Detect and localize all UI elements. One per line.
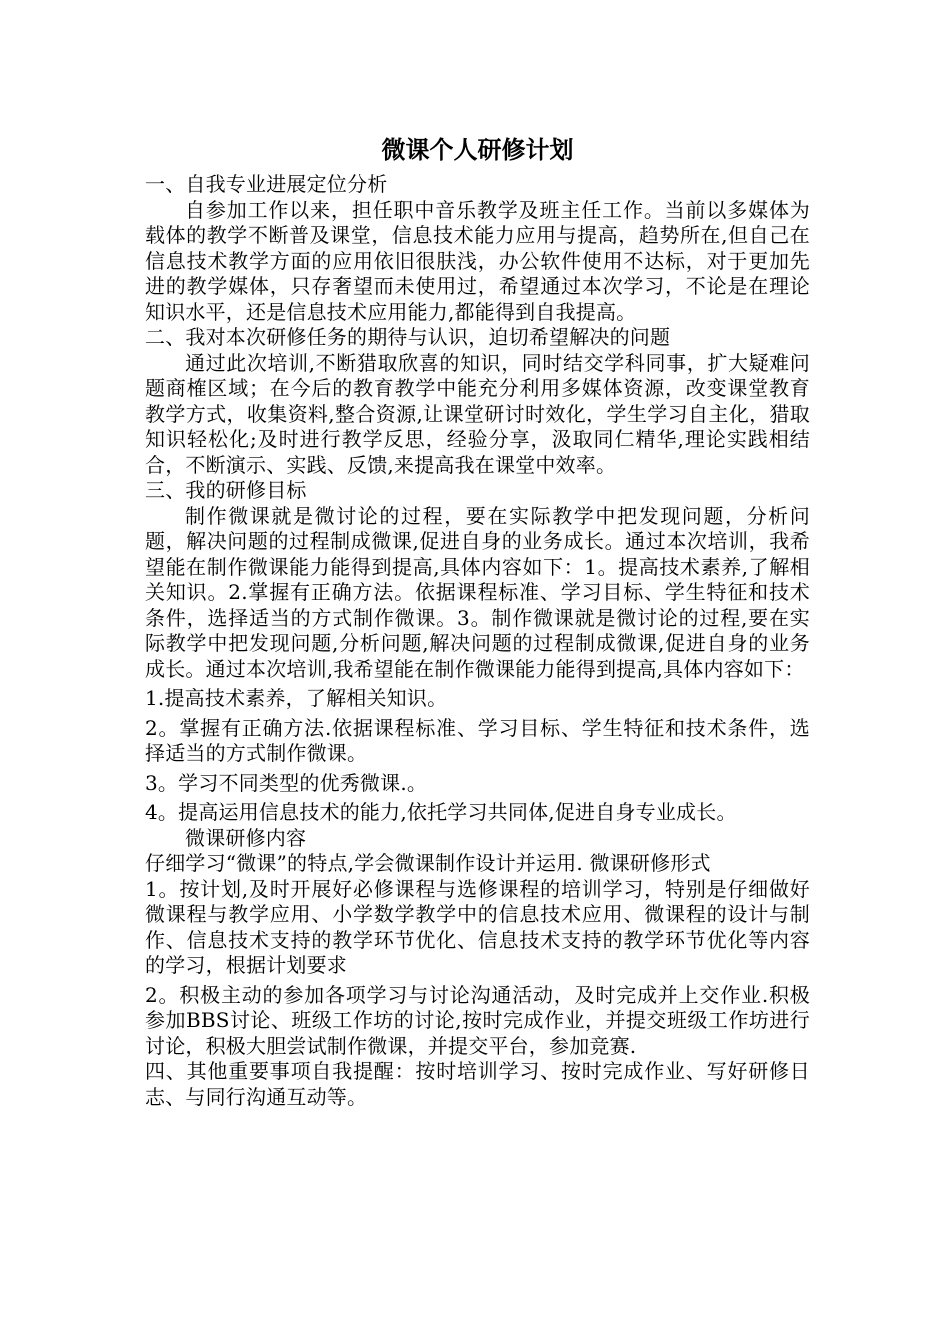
paragraph: 仔细学习“微课”的特点,学会微课制作设计并运用. 微课研修形式 [145,851,711,875]
paragraph: 2。掌握有正确方法.依据课程标准、学习目标、学生特征和技术条件，选择适当的方式制作微课。 [145,715,810,765]
paragraph: 3。学习不同类型的优秀微课.。 [145,770,428,795]
paragraph: 自参加工作以来，担任职中音乐教学及班主任工作。当前以多媒体为载体的教学不断普及课堂，信息技术能力应用与提高，趋势所在,但自己在信息技术教学方面的应用依旧很肤浅，办公软件使用不达标，对于更加先进的教学媒体，只存奢望而未使用过，希望通过本次学习，不论是在理论知识水平，还是信息技术应用能力,都能得到自我提高。 [145,197,810,324]
document-title: 微课个人研修计划 [381,135,574,164]
document-page [145,130,810,1110]
paragraph: 2。积极主动的参加各项学习与讨论沟通活动，及时完成并上交作业.积极参加BBS讨论、班级工作坊的讨论,按时完成作业，并提交班级工作坊进行讨论，积极大胆尝试制作微课，并提交平台，参加竞赛. [145,982,810,1058]
paragraph: 二、我对本次研修任务的期待与认识，迫切希望解决的问题 [145,325,671,349]
paragraph: 微课研修内容 [185,825,307,850]
paragraph: 四、其他重要事项自我提醒：按时培训学习、按时完成作业、写好研修日志、与同行沟通互动等。 [145,1059,810,1109]
document-body [145,172,810,1110]
paragraph: 1。按计划,及时开展好必修课程与选修课程的培训学习，特别是仔细做好微课程与教学应用、小学数学教学中的信息技术应用、微课程的设计与制作、信息技术支持的教学环节优化、信息技术支持的教学环节优化等内容的学习，根据计划要求 [145,876,810,977]
paragraph: 1.提高技术素养，了解相关知识。 [145,686,448,710]
paragraph: 一、自我专业进展定位分析 [145,172,388,196]
paragraph: 4。提高运用信息技术的能力,依托学习共同体,促进自身专业成长。 [145,800,737,824]
paragraph: 制作微课就是微讨论的过程，要在实际教学中把发现问题，分析问题，解决问题的过程制成微课,促进自身的业务成长。通过本次培训，我希望能在制作微课能力能得到提高,具体内容如下：1。提高技术素养,了解相关知识。2.掌握有正确方法。依据课程标准、学习目标、学生特征和技术条件，选择适当的方式制作微课。3。制作微课就是微讨论的过程,要在实际教学中把发现问题,分析问题,解决问题的过程制成微课,促进自身的业务成长。通过本次培训,我希望能在制作微课能力能得到提高,具体内容如下： [145,503,810,681]
paragraph: 通过此次培训,不断猎取欣喜的知识，同时结交学科同事，扩大疑难问题商榷区域；在今后的教育教学中能充分利用多媒体资源，改变课堂教育教学方式，收集资料,整合资源,让课堂研讨时效化，学生学习自主化，猎取知识轻松化;及时进行教学反思，经验分享，汲取同仁精华,理论实践相结合，不断演示、实践、反馈,来提高我在课堂中效率。 [145,350,810,477]
paragraph: 三、我的研修目标 [145,478,307,502]
